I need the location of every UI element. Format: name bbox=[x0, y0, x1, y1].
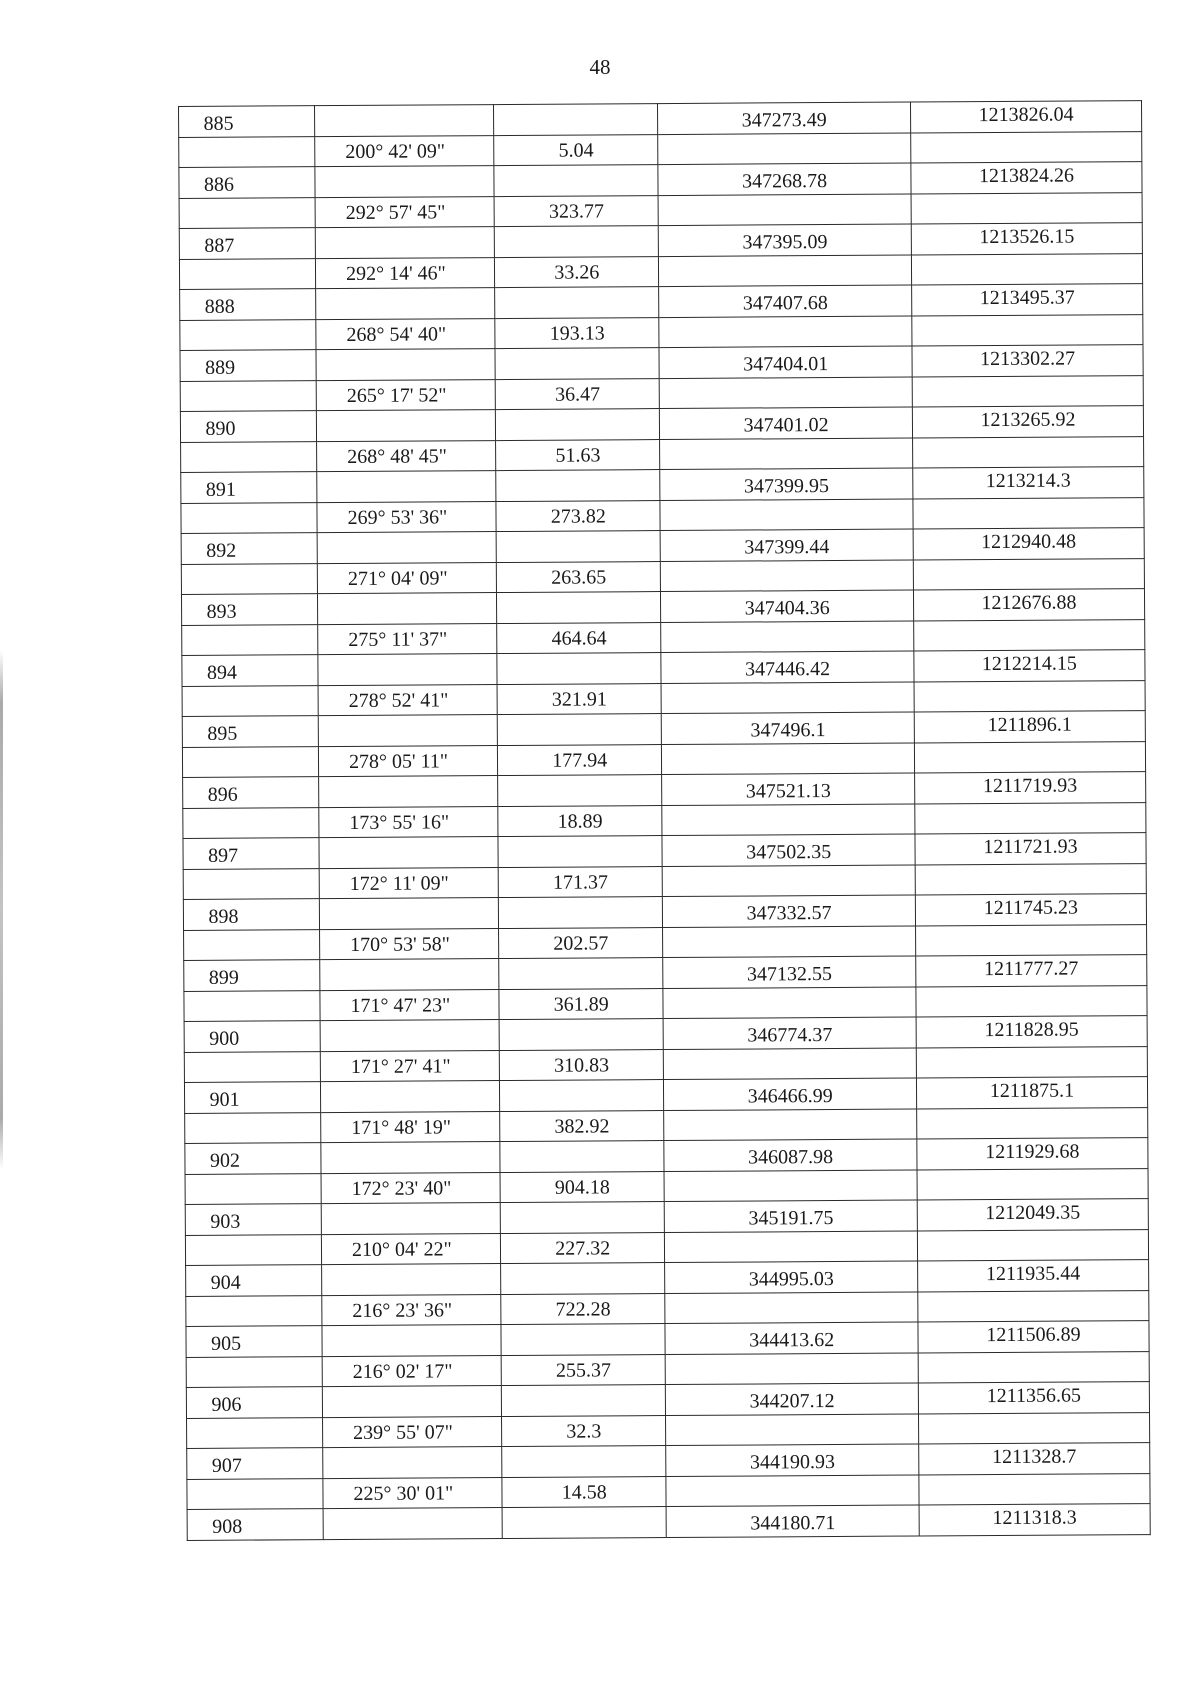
easting-cell bbox=[916, 1046, 1147, 1078]
northing-cell bbox=[660, 499, 913, 531]
easting-cell bbox=[918, 1412, 1149, 1444]
easting-cell: 1211875.1 bbox=[916, 1077, 1147, 1109]
distance-cell: 33.26 bbox=[495, 256, 659, 288]
northing-cell: 347401.02 bbox=[660, 407, 913, 439]
point-number-cell bbox=[181, 441, 317, 472]
bearing-cell bbox=[320, 1081, 499, 1113]
bearing-cell: 278° 05' 11" bbox=[318, 745, 497, 777]
distance-cell bbox=[495, 348, 659, 380]
northing-cell bbox=[663, 926, 916, 958]
distance-cell: 51.63 bbox=[496, 439, 660, 471]
easting-cell: 1211828.95 bbox=[916, 1016, 1147, 1048]
northing-cell: 346087.98 bbox=[664, 1139, 917, 1171]
bearing-cell bbox=[316, 410, 495, 442]
easting-cell bbox=[911, 131, 1142, 163]
distance-cell bbox=[499, 958, 663, 990]
bearing-cell: 268° 48' 45" bbox=[317, 440, 496, 472]
distance-cell: 14.58 bbox=[502, 1476, 666, 1508]
distance-cell bbox=[497, 653, 661, 685]
northing-cell bbox=[662, 865, 915, 897]
distance-cell: 273.82 bbox=[496, 500, 660, 532]
easting-cell: 1211506.89 bbox=[918, 1321, 1149, 1353]
bearing-cell: 225° 30' 01" bbox=[323, 1477, 502, 1509]
bearing-cell: 265° 17' 52" bbox=[316, 379, 495, 411]
point-number-cell: 902 bbox=[185, 1143, 321, 1174]
distance-cell bbox=[501, 1324, 665, 1356]
bearing-cell: 171° 47' 23" bbox=[320, 989, 499, 1021]
northing-cell bbox=[663, 987, 916, 1019]
distance-cell: 5.04 bbox=[494, 134, 658, 166]
point-number-cell: 908 bbox=[187, 1509, 323, 1540]
easting-cell: 1213824.26 bbox=[911, 162, 1142, 194]
northing-cell bbox=[658, 194, 911, 226]
easting-cell: 1211328.7 bbox=[919, 1443, 1150, 1475]
distance-cell: 177.94 bbox=[498, 744, 662, 776]
distance-cell bbox=[502, 1446, 666, 1478]
distance-cell: 382.92 bbox=[500, 1110, 664, 1142]
bearing-cell bbox=[318, 654, 497, 686]
northing-cell: 347395.09 bbox=[659, 224, 912, 256]
point-number-cell bbox=[181, 563, 317, 594]
easting-cell bbox=[918, 1290, 1149, 1322]
point-number-cell: 899 bbox=[184, 960, 320, 991]
coordinate-table bbox=[178, 100, 1151, 1540]
distance-cell bbox=[500, 1080, 664, 1112]
northing-cell: 346774.37 bbox=[663, 1017, 916, 1049]
point-number-cell: 886 bbox=[179, 167, 315, 198]
point-number-cell: 887 bbox=[179, 228, 315, 259]
easting-cell: 1212940.48 bbox=[913, 528, 1144, 560]
northing-cell bbox=[661, 682, 914, 714]
northing-cell: 344995.03 bbox=[665, 1261, 918, 1293]
point-number-cell: 895 bbox=[182, 716, 318, 747]
northing-cell: 347132.55 bbox=[663, 956, 916, 988]
point-number-cell bbox=[182, 685, 318, 716]
easting-cell bbox=[913, 497, 1144, 529]
page-number: 48 bbox=[589, 55, 611, 79]
distance-cell bbox=[499, 1019, 663, 1051]
easting-cell: 1213302.27 bbox=[912, 345, 1143, 377]
bearing-cell bbox=[315, 166, 494, 198]
distance-cell bbox=[496, 531, 660, 563]
point-number-cell: 905 bbox=[186, 1326, 322, 1357]
point-number-cell: 897 bbox=[183, 838, 319, 869]
bearing-cell bbox=[323, 1447, 502, 1479]
point-number-cell bbox=[183, 807, 319, 838]
bearing-cell: 173° 55' 16" bbox=[319, 806, 498, 838]
distance-cell: 722.28 bbox=[501, 1293, 665, 1325]
bearing-cell: 269° 53' 36" bbox=[317, 501, 496, 533]
easting-cell bbox=[916, 985, 1147, 1017]
northing-cell: 347268.78 bbox=[658, 163, 911, 195]
northing-cell bbox=[660, 438, 913, 470]
northing-cell: 345191.75 bbox=[665, 1200, 918, 1232]
distance-cell bbox=[499, 897, 663, 929]
northing-cell: 347407.68 bbox=[659, 285, 912, 317]
point-number-cell bbox=[180, 380, 316, 411]
bearing-cell: 210° 04' 22" bbox=[321, 1233, 500, 1265]
point-number-cell: 898 bbox=[183, 899, 319, 930]
easting-cell: 1211721.93 bbox=[915, 833, 1146, 865]
bearing-cell bbox=[321, 1142, 500, 1174]
point-number-cell: 891 bbox=[181, 472, 317, 503]
point-number-cell bbox=[186, 1356, 322, 1387]
distance-cell: 310.83 bbox=[499, 1049, 663, 1081]
northing-cell: 344190.93 bbox=[666, 1444, 919, 1476]
bearing-cell bbox=[320, 959, 499, 991]
easting-cell bbox=[917, 1229, 1148, 1261]
bearing-cell bbox=[317, 471, 496, 503]
point-number-cell: 904 bbox=[186, 1265, 322, 1296]
distance-cell: 255.37 bbox=[501, 1354, 665, 1386]
distance-cell: 464.64 bbox=[497, 622, 661, 654]
point-number-cell bbox=[181, 502, 317, 533]
distance-cell: 227.32 bbox=[501, 1232, 665, 1264]
bearing-cell: 216° 23' 36" bbox=[322, 1294, 501, 1326]
distance-cell bbox=[497, 714, 661, 746]
northing-cell: 344413.62 bbox=[665, 1322, 918, 1354]
distance-cell: 361.89 bbox=[499, 988, 663, 1020]
northing-cell: 344207.12 bbox=[666, 1383, 919, 1415]
northing-cell bbox=[666, 1414, 919, 1446]
distance-cell: 193.13 bbox=[495, 317, 659, 349]
point-number-cell bbox=[187, 1417, 323, 1448]
easting-cell bbox=[914, 619, 1145, 651]
distance-cell bbox=[494, 165, 658, 197]
northing-cell bbox=[665, 1231, 918, 1263]
easting-cell: 1213495.37 bbox=[912, 284, 1143, 316]
easting-cell bbox=[912, 436, 1143, 468]
northing-cell bbox=[664, 1109, 917, 1141]
bearing-cell: 172° 23' 40" bbox=[321, 1172, 500, 1204]
coordinate-table-body bbox=[179, 101, 1151, 1540]
easting-cell: 1211929.68 bbox=[917, 1138, 1148, 1170]
northing-cell bbox=[662, 804, 915, 836]
point-number-cell: 888 bbox=[180, 289, 316, 320]
northing-cell bbox=[661, 621, 914, 653]
northing-cell: 347496.1 bbox=[662, 712, 915, 744]
distance-cell bbox=[498, 775, 662, 807]
point-number-cell bbox=[185, 1112, 321, 1143]
bearing-cell: 271° 04' 09" bbox=[317, 562, 496, 594]
easting-cell: 1211318.3 bbox=[919, 1504, 1150, 1536]
easting-cell bbox=[919, 1473, 1150, 1505]
distance-cell bbox=[494, 226, 658, 258]
bearing-cell: 292° 57' 45" bbox=[315, 196, 494, 228]
northing-cell: 347404.01 bbox=[659, 346, 912, 378]
point-number-cell: 890 bbox=[180, 411, 316, 442]
bearing-cell bbox=[322, 1325, 501, 1357]
northing-cell bbox=[662, 743, 915, 775]
easting-cell: 1211896.1 bbox=[914, 711, 1145, 743]
distance-cell: 323.77 bbox=[494, 195, 658, 227]
bearing-cell: 292° 14' 46" bbox=[315, 257, 494, 289]
northing-cell: 346466.99 bbox=[664, 1078, 917, 1110]
easting-cell bbox=[915, 863, 1146, 895]
northing-cell bbox=[664, 1048, 917, 1080]
northing-cell: 347404.36 bbox=[661, 590, 914, 622]
bearing-cell: 170° 53' 58" bbox=[320, 928, 499, 960]
scan-edge-shadow bbox=[0, 650, 3, 1170]
point-number-cell: 892 bbox=[181, 533, 317, 564]
point-number-cell bbox=[184, 929, 320, 960]
northing-cell bbox=[665, 1292, 918, 1324]
distance-cell bbox=[497, 592, 661, 624]
northing-cell bbox=[666, 1475, 919, 1507]
bearing-cell: 172° 11' 09" bbox=[319, 867, 498, 899]
bearing-cell: 200° 42' 09" bbox=[315, 135, 494, 167]
easting-cell bbox=[914, 680, 1145, 712]
point-number-cell: 907 bbox=[187, 1448, 323, 1479]
distance-cell bbox=[495, 287, 659, 319]
distance-cell bbox=[501, 1263, 665, 1295]
distance-cell: 36.47 bbox=[495, 378, 659, 410]
bearing-cell bbox=[318, 715, 497, 747]
easting-cell bbox=[918, 1351, 1149, 1383]
point-number-cell: 901 bbox=[184, 1082, 320, 1113]
easting-cell bbox=[917, 1168, 1148, 1200]
easting-cell bbox=[914, 741, 1145, 773]
easting-cell: 1211777.27 bbox=[916, 955, 1147, 987]
bearing-cell: 239° 55' 07" bbox=[323, 1416, 502, 1448]
bearing-cell bbox=[320, 1020, 499, 1052]
easting-cell: 1211745.23 bbox=[915, 894, 1146, 926]
northing-cell: 347521.13 bbox=[662, 773, 915, 805]
easting-cell bbox=[913, 558, 1144, 590]
easting-cell bbox=[911, 253, 1142, 285]
easting-cell bbox=[912, 314, 1143, 346]
point-number-cell bbox=[179, 258, 315, 289]
distance-cell bbox=[496, 470, 660, 502]
point-number-cell: 896 bbox=[183, 777, 319, 808]
bearing-cell bbox=[315, 227, 494, 259]
northing-cell: 347399.95 bbox=[660, 468, 913, 500]
point-number-cell bbox=[187, 1478, 323, 1509]
distance-cell: 171.37 bbox=[498, 866, 662, 898]
distance-cell bbox=[500, 1202, 664, 1234]
bearing-cell: 275° 11' 37" bbox=[318, 623, 497, 655]
point-number-cell: 903 bbox=[185, 1204, 321, 1235]
point-number-cell bbox=[184, 990, 320, 1021]
bearing-cell: 171° 48' 19" bbox=[321, 1111, 500, 1143]
northing-cell: 347399.44 bbox=[660, 529, 913, 561]
distance-cell: 321.91 bbox=[497, 683, 661, 715]
northing-cell bbox=[659, 316, 912, 348]
northing-cell: 344180.71 bbox=[666, 1505, 919, 1537]
bearing-cell bbox=[322, 1264, 501, 1296]
easting-cell: 1211356.65 bbox=[918, 1382, 1149, 1414]
northing-cell bbox=[659, 377, 912, 409]
easting-cell bbox=[917, 1107, 1148, 1139]
bearing-cell bbox=[323, 1508, 502, 1540]
bearing-cell bbox=[315, 105, 494, 137]
easting-cell: 1212676.88 bbox=[913, 589, 1144, 621]
bearing-cell bbox=[319, 776, 498, 808]
distance-cell bbox=[496, 409, 660, 441]
point-number-cell: 900 bbox=[184, 1021, 320, 1052]
bearing-cell: 268° 54' 40" bbox=[316, 318, 495, 350]
distance-cell bbox=[502, 1507, 666, 1539]
point-number-cell: 894 bbox=[182, 655, 318, 686]
point-number-cell bbox=[179, 197, 315, 228]
distance-cell bbox=[502, 1385, 666, 1417]
distance-cell: 263.65 bbox=[497, 561, 661, 593]
point-number-cell bbox=[186, 1295, 322, 1326]
bearing-cell: 216° 02' 17" bbox=[322, 1355, 501, 1387]
distance-cell: 904.18 bbox=[500, 1171, 664, 1203]
northing-cell bbox=[661, 560, 914, 592]
bearing-cell bbox=[317, 593, 496, 625]
bearing-cell bbox=[316, 288, 495, 320]
northing-cell bbox=[658, 133, 911, 165]
easting-cell bbox=[915, 924, 1146, 956]
point-number-cell: 885 bbox=[179, 106, 315, 137]
easting-cell bbox=[915, 802, 1146, 834]
northing-cell: 347446.42 bbox=[661, 651, 914, 683]
northing-cell bbox=[665, 1353, 918, 1385]
easting-cell: 1212049.35 bbox=[917, 1199, 1148, 1231]
bearing-cell bbox=[321, 1203, 500, 1235]
distance-cell: 202.57 bbox=[499, 927, 663, 959]
bearing-cell: 278° 52' 41" bbox=[318, 684, 497, 716]
point-number-cell: 889 bbox=[180, 350, 316, 381]
bearing-cell bbox=[319, 898, 498, 930]
station-row bbox=[187, 1504, 1150, 1540]
point-number-cell bbox=[184, 1051, 320, 1082]
point-number-cell bbox=[185, 1234, 321, 1265]
distance-cell bbox=[500, 1141, 664, 1173]
distance-cell bbox=[494, 104, 658, 136]
bearing-cell bbox=[319, 837, 498, 869]
point-number-cell bbox=[183, 868, 319, 899]
point-number-cell bbox=[182, 624, 318, 655]
northing-cell: 347502.35 bbox=[662, 834, 915, 866]
point-number-cell: 906 bbox=[186, 1387, 322, 1418]
distance-cell: 18.89 bbox=[498, 805, 662, 837]
easting-cell: 1212214.15 bbox=[914, 650, 1145, 682]
point-number-cell bbox=[185, 1173, 321, 1204]
point-number-cell bbox=[180, 319, 316, 350]
distance-cell bbox=[498, 836, 662, 868]
easting-cell: 1211935.44 bbox=[918, 1260, 1149, 1292]
easting-cell: 1213214.3 bbox=[913, 467, 1144, 499]
easting-cell: 1211719.93 bbox=[915, 772, 1146, 804]
point-number-cell bbox=[182, 746, 318, 777]
northing-cell bbox=[664, 1170, 917, 1202]
northing-cell bbox=[659, 255, 912, 287]
bearing-cell: 171° 27' 41" bbox=[320, 1050, 499, 1082]
bearing-cell bbox=[322, 1386, 501, 1418]
easting-cell bbox=[912, 375, 1143, 407]
distance-cell: 32.3 bbox=[502, 1415, 666, 1447]
bearing-cell bbox=[316, 349, 495, 381]
easting-cell: 1213265.92 bbox=[912, 406, 1143, 438]
easting-cell bbox=[911, 192, 1142, 224]
easting-cell: 1213826.04 bbox=[910, 101, 1141, 133]
point-number-cell: 893 bbox=[181, 594, 317, 625]
northing-cell: 347332.57 bbox=[663, 895, 916, 927]
point-number-cell bbox=[179, 136, 315, 167]
easting-cell: 1213526.15 bbox=[911, 223, 1142, 255]
bearing-cell bbox=[317, 532, 496, 564]
northing-cell: 347273.49 bbox=[658, 102, 911, 134]
